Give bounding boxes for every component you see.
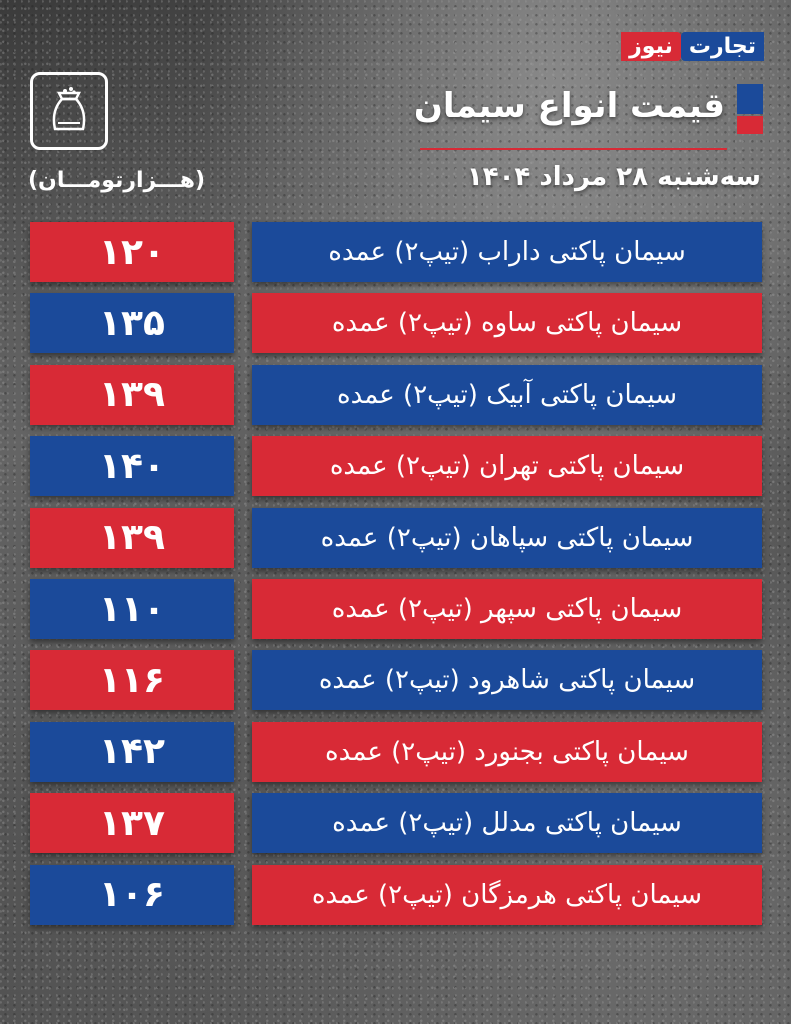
price-row <box>0 865 791 927</box>
price-value: ۱۴۰ <box>30 436 234 496</box>
price-row <box>0 436 791 498</box>
price-row <box>0 365 791 427</box>
price-row <box>0 222 791 284</box>
title-accent-blue <box>737 84 763 114</box>
brand-logo-part1: تجارت <box>681 32 764 61</box>
product-name: سیمان پاکتی داراب (تیپ۲) عمده <box>252 222 762 282</box>
title-block <box>413 82 765 152</box>
price-value: ۱۳۵ <box>30 293 234 353</box>
product-name: سیمان پاکتی شاهرود (تیپ۲) عمده <box>252 650 762 710</box>
page-title: قیمت انواع سیمان <box>413 86 725 126</box>
cement-bag-icon <box>30 72 108 150</box>
product-name: سیمان پاکتی ساوه (تیپ۲) عمده <box>252 293 762 353</box>
price-row <box>0 293 791 355</box>
product-name: سیمان پاکتی آبیک (تیپ۲) عمده <box>252 365 762 425</box>
price-value: ۱۴۲ <box>30 722 234 782</box>
brand-logo-part2: نیوز <box>621 32 681 61</box>
price-value: ۱۱۶ <box>30 650 234 710</box>
brand-logo <box>612 28 764 64</box>
date-label: سه‌شنبه ۲۸ مرداد ۱۴۰۴ <box>466 162 761 192</box>
price-row <box>0 722 791 784</box>
product-name: سیمان پاکتی بجنورد (تیپ۲) عمده <box>252 722 762 782</box>
unit-label: (هـــزارتومـــان) <box>28 168 206 193</box>
price-row <box>0 650 791 712</box>
price-value: ۱۳۹ <box>30 365 234 425</box>
title-accent-red <box>737 116 763 134</box>
price-row <box>0 579 791 641</box>
product-name: سیمان پاکتی هرمزگان (تیپ۲) عمده <box>252 865 762 925</box>
product-name: سیمان پاکتی سپاهان (تیپ۲) عمده <box>252 508 762 568</box>
price-row <box>0 508 791 570</box>
title-underline <box>420 148 727 150</box>
price-value: ۱۲۰ <box>30 222 234 282</box>
product-name: سیمان پاکتی تهران (تیپ۲) عمده <box>252 436 762 496</box>
product-name: سیمان پاکتی سپهر (تیپ۲) عمده <box>252 579 762 639</box>
price-value: ۱۱۰ <box>30 579 234 639</box>
price-value: ۱۳۹ <box>30 508 234 568</box>
price-value: ۱۳۷ <box>30 793 234 853</box>
price-value: ۱۰۶ <box>30 865 234 925</box>
product-name: سیمان پاکتی مدلل (تیپ۲) عمده <box>252 793 762 853</box>
price-row <box>0 793 791 855</box>
